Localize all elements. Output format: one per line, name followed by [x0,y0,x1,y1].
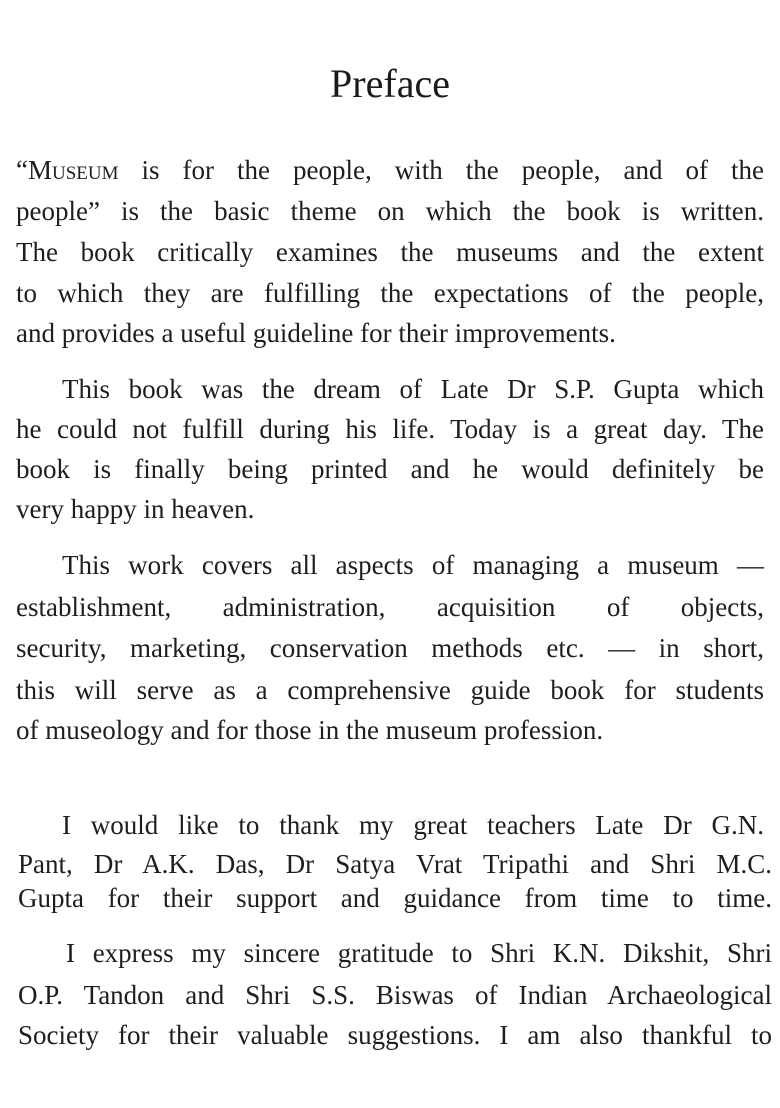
paragraph-line: he could not fulfill during his life. Today is a great day. The [16,414,764,444]
page-title: Preface [330,61,450,106]
paragraph-line: This book was the dream of Late Dr S.P. Gupta which [62,374,764,404]
paragraph-line: people” is the basic theme on which the book is written. [16,196,764,226]
line-text: is for the people, with the people, and of the [118,155,764,185]
paragraph-line: book is finally being printed and he would definitely be [16,454,764,484]
paragraph-line: establishment, administration, acquisition of objects, [16,592,764,622]
paragraph-line: very happy in heaven. [16,494,255,524]
paragraph-line: this will serve as a comprehensive guide book for students [16,675,764,705]
paragraph-line: I express my sincere gratitude to Shri K.N. Dikshit, Shri [66,938,772,968]
paragraph-line: of museology and for those in the museum profession. [16,715,604,745]
paragraph-line: security, marketing, conservation methods etc. — in short, [16,633,764,663]
paragraph-line: This work covers all aspects of managing a museum — [62,550,764,580]
paragraph-line: The book critically examines the museums and the extent [16,237,764,267]
small-caps-word: Museum [27,155,119,185]
paragraph-line: to which they are fulfilling the expectations of the people, [16,278,764,308]
paragraph-line: I would like to thank my great teachers Late Dr G.N. [62,810,764,840]
paragraph-line: Pant, Dr A.K. Das, Dr Satya Vrat Tripathi and Shri M.C. [18,849,772,879]
opening-quote: “ [16,155,28,185]
paragraph-line: Gupta for their support and guidance from time to time. [18,883,772,913]
paragraph-line [16,153,764,187]
paragraph-line: and provides a useful guideline for their improvements. [16,318,616,348]
paragraph-line: Society for their valuable suggestions. I am also thankful to [18,1020,772,1050]
paragraph-line: O.P. Tandon and Shri S.S. Biswas of Indian Archaeological [18,980,772,1010]
